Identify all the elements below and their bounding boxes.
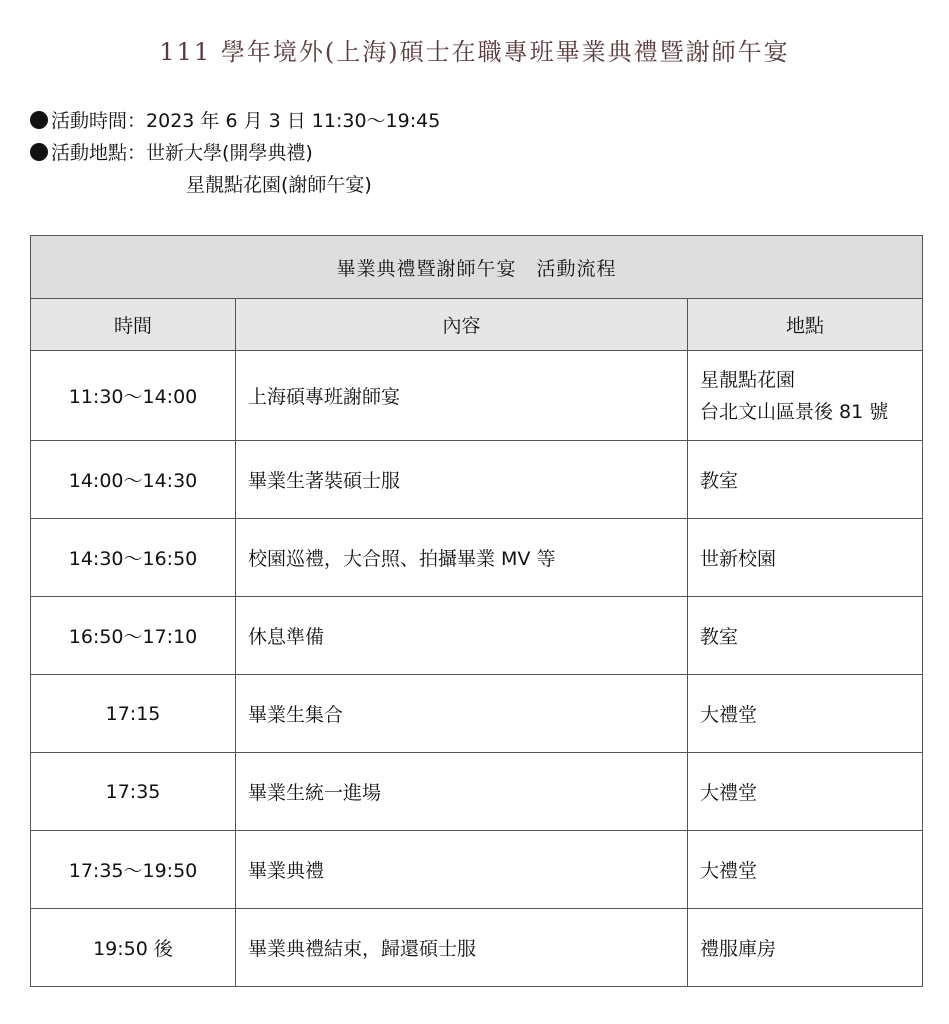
activity-place-line (30, 140, 313, 166)
header-content: 內容 (236, 299, 688, 351)
table-row (31, 753, 923, 831)
activity-time-label: 活動時間： (51, 110, 147, 132)
row-place: 大禮堂 (688, 831, 923, 909)
row-time: 17:35～19:50 (31, 831, 236, 909)
table-row (31, 519, 923, 597)
bullet-icon (30, 111, 48, 129)
row-place: 禮服庫房 (688, 909, 923, 987)
row-content: 校園巡禮，大合照、拍攝畢業 MV 等 (236, 519, 688, 597)
row-content: 畢業生統一進場 (236, 753, 688, 831)
activity-place-value-2: 星靚點花園(謝師午宴) (186, 174, 372, 196)
table-caption-row (31, 236, 923, 299)
schedule-table (30, 235, 923, 987)
row-time: 14:30～16:50 (31, 519, 236, 597)
activity-time-value: 2023 年 6 月 3 日 11:30～19:45 (146, 110, 441, 132)
header-time: 時間 (31, 299, 236, 351)
row-place: 教室 (688, 597, 923, 675)
page-title: 111 學年境外(上海)碩士在職專班畢業典禮暨謝師午宴 (159, 38, 790, 66)
activity-time-line (30, 108, 440, 134)
row-content: 畢業典禮 (236, 831, 688, 909)
table-row (31, 675, 923, 753)
row-time: 11:30～14:00 (31, 351, 236, 441)
table-row (31, 597, 923, 675)
row-place-name: 星靚點花園 (700, 368, 796, 391)
row-time: 14:00～14:30 (31, 441, 236, 519)
row-place: 大禮堂 (688, 753, 923, 831)
row-place: 教室 (688, 441, 923, 519)
row-time: 16:50～17:10 (31, 597, 236, 675)
table-caption: 畢業典禮暨謝師午宴 活動流程 (31, 236, 923, 299)
row-time: 17:15 (31, 675, 236, 753)
bullet-icon (30, 143, 48, 161)
row-content: 畢業典禮結束，歸還碩士服 (236, 909, 688, 987)
row-place: 大禮堂 (688, 675, 923, 753)
activity-place-value-1: 世新大學(開學典禮) (146, 142, 313, 164)
row-content: 畢業生集合 (236, 675, 688, 753)
table-row (31, 351, 923, 441)
table-row (31, 441, 923, 519)
row-content: 畢業生著裝碩士服 (236, 441, 688, 519)
header-place: 地點 (688, 299, 923, 351)
row-content: 休息準備 (236, 597, 688, 675)
table-row (31, 909, 923, 987)
row-time: 17:35 (31, 753, 236, 831)
row-time: 19:50 後 (31, 909, 236, 987)
row-place: 世新校園 (688, 519, 923, 597)
table-row (31, 831, 923, 909)
table-header-row (31, 299, 923, 351)
activity-place-label: 活動地點： (51, 142, 147, 164)
row-content: 上海碩專班謝師宴 (236, 351, 688, 441)
row-place-address: 台北文山區景後 81 號 (700, 400, 889, 423)
row-place (688, 351, 923, 441)
